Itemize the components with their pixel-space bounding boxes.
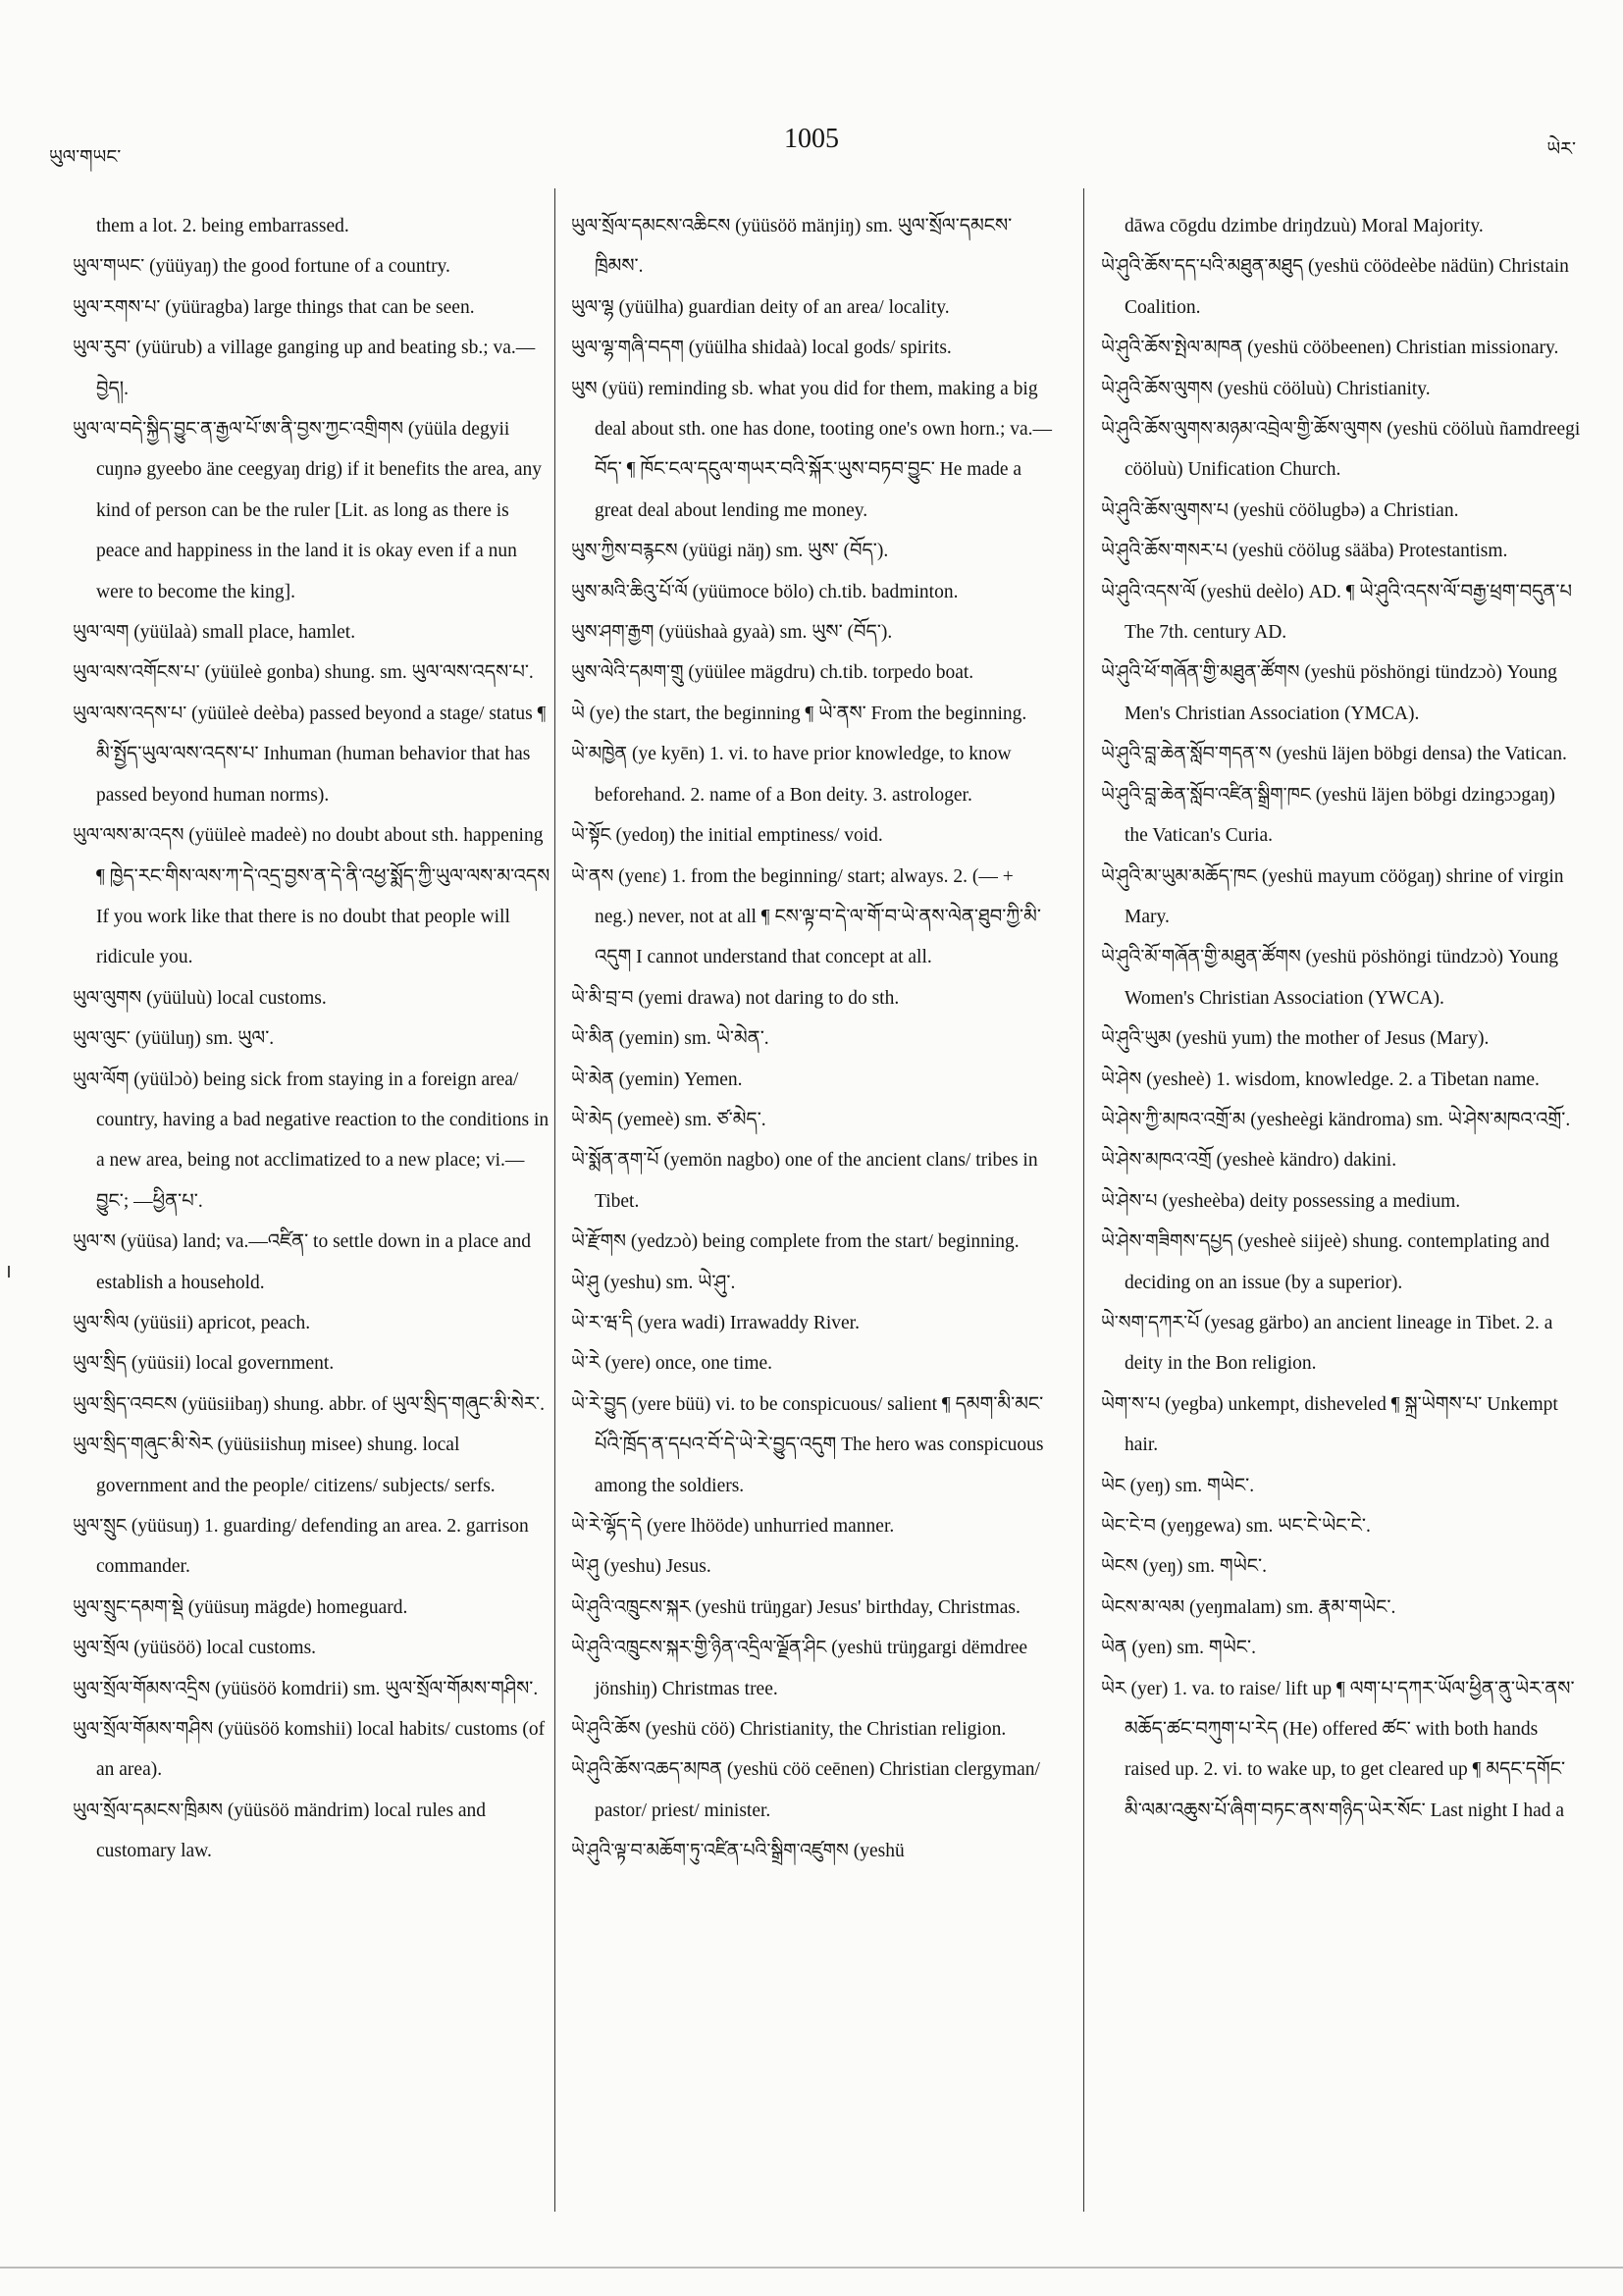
entry-headword: ཡེང: [1101, 1474, 1126, 1496]
dictionary-entry: [571, 1222, 1054, 1262]
entry-definition: (yemeè) sm. ཙ་མེད་.: [616, 1109, 766, 1130]
entry-definition: (yeshü läjen böbgi dzingɔɔgaŋ) the Vatican's Curia.: [1125, 784, 1555, 847]
entry-headword: ཡུལ་ལ་བདེ་སྐྱིད་བྱུང་ན་རྒྱལ་པོ་ཨ་ནི་བྱས་ཀྱང་འགྲིགས: [73, 418, 403, 441]
dictionary-entry: [73, 978, 551, 1018]
entry-headword: ཡེ་ཤུའི་འདས་ལོ: [1101, 580, 1196, 602]
entry-definition: (yüürub) a village ganging up and beating sb.; va.—བྱེད།.: [96, 338, 536, 399]
entry-headword: ཡེ་མཁྱེན: [571, 743, 628, 765]
entry-definition: (yere lhööde) unhurried manner.: [646, 1516, 895, 1537]
entry-definition: (yeshü: [853, 1841, 905, 1862]
dictionary-entry: [73, 815, 551, 978]
entry-definition: (ye) the start, the beginning ¶ ཡེ་ནས་ From the beginning.: [589, 703, 1027, 724]
entry-definition: (yere) once, one time.: [604, 1353, 773, 1375]
dictionary-entry: [1101, 775, 1582, 857]
entry-definition: (yeshü trüŋgargi dëmdree jönshiŋ) Christmas tree.: [595, 1638, 1028, 1699]
entry-headword: ཡེ་ཤུའི་འཁྲུངས་སྐར་གྱི་ཉིན་འདྲིལ་ལྗོན་ཤིང: [571, 1637, 827, 1659]
dictionary-entry: [73, 1018, 551, 1059]
entry-headword: ཡུས་མའི་ཆིའུ་པོ་ལོ: [571, 580, 688, 602]
dictionary-entry: [1101, 246, 1582, 328]
entry-definition: (yeshü pöshöngi tündzɔò) Young Men's Christian Association (YMCA).: [1125, 662, 1557, 724]
dictionary-entry: [1101, 1303, 1582, 1384]
entry-headword: ཡེ་ཤུའི་བླ་ཆེན་སློབ་འཛིན་སྒྲིག་ཁང: [1101, 783, 1311, 806]
entry-headword: ཡུལ་སྲོལ: [73, 1637, 130, 1659]
entry-headword: ཡུས་ལེའི་དམག་གྲུ: [571, 661, 684, 684]
entry-definition: (yera wadi) Irrawaddy River.: [637, 1312, 860, 1333]
entry-headword: ཡེ་མེན: [571, 1068, 614, 1090]
entry-headword: ཡེ་ནས: [571, 864, 614, 887]
dictionary-entry: [73, 1425, 551, 1506]
header-right-guideword: ཡེར་: [1546, 138, 1576, 160]
entry-headword: ཡེ་རེ་བྱུད: [571, 1392, 627, 1415]
dictionary-entry: [73, 1384, 551, 1425]
entry-headword: ཡུལ་སྲུང: [73, 1515, 127, 1537]
dictionary-entry: [1101, 1100, 1582, 1140]
entry-headword: ཡུལ་ལས་འགོངས་པ་: [73, 661, 200, 684]
dictionary-entry: [571, 694, 1054, 734]
dictionary-entry: [73, 1222, 551, 1303]
entry-definition: (yüüluù) local customs.: [146, 987, 327, 1009]
entry-headword: ཡུལ་སྲོལ་གོམས་འདྲིས: [73, 1677, 211, 1699]
margin-mark: [8, 1266, 10, 1278]
entry-headword: ཡེ་སྟོང: [571, 824, 611, 847]
dictionary-entry: [73, 1588, 551, 1628]
entry-definition: (yesheèba) deity possessing a medium.: [1162, 1190, 1461, 1212]
entry-definition: (yedoŋ) the initial emptiness/ void.: [615, 825, 883, 847]
entry-definition: (yedzɔò) being complete from the start/ beginning.: [630, 1231, 1020, 1253]
entry-definition: (yemin) sm. ཡེ་མེན་.: [618, 1028, 769, 1050]
entry-headword: ཡེན: [1101, 1637, 1127, 1659]
entry-definition: (yeshü yum) the mother of Jesus (Mary).: [1176, 1028, 1490, 1050]
dictionary-entry: [1101, 1060, 1582, 1100]
entry-definition: (yeŋ) sm. གཡེང་.: [1142, 1556, 1267, 1578]
dictionary-entry: [1101, 1222, 1582, 1303]
entry-definition: (yesag gärbo) an ancient lineage in Tibet. 2. a deity in the Bon religion.: [1125, 1312, 1553, 1375]
column-divider: [554, 188, 555, 2212]
entry-definition: (yüüsiibaŋ) shung. abbr. of ཡུལ་སྲིད་གཞུང་མི་སེར་.: [182, 1393, 545, 1415]
dictionary-column-2: [571, 206, 1054, 1872]
dictionary-entry: [571, 1343, 1054, 1383]
dictionary-entry: [73, 1791, 551, 1872]
dictionary-entry: [571, 572, 1054, 612]
dictionary-entry: [571, 1100, 1054, 1140]
entry-definition: (yeshü mayum cöögaŋ) shrine of virgin Mary.: [1125, 865, 1564, 927]
entry-definition: (yüülha) guardian deity of an area/ locality.: [618, 296, 950, 318]
dictionary-entry: [571, 1709, 1054, 1749]
dictionary-entry: [1101, 1628, 1582, 1668]
entry-headword: ཡུལ་སྲིད་གཞུང་མི་སེར: [73, 1434, 213, 1456]
entry-headword: ཡེ་སྨོན་ནག་པོ: [571, 1149, 659, 1172]
entry-definition: (yüüleè madeè) no doubt about sth. happening ¶ ཁྱེད་རང་གིས་ལས་ཀ་དེ་འདྲ་བྱས་ན་དེ་ནི་འཕྱ་སྨོད་ཀྱི་ཡུལ་ལས་མ་འདས If you work like that there is no doubt that people will ridicule you.: [96, 825, 550, 968]
entry-definition: (yeshü läjen böbgi densa) the Vatican.: [1276, 744, 1567, 765]
entry-definition: (yüügi näŋ) sm. ཡུས་ (བོད་).: [682, 541, 889, 562]
entry-headword: ཡུལ་ལུགས: [73, 986, 142, 1009]
entry-headword: ཡེ་ཤུའི་ཕོ་གཞོན་གྱི་མཐུན་ཚོགས: [1101, 661, 1300, 684]
entry-definition: (yen) sm. གཡེང་.: [1131, 1638, 1256, 1659]
dictionary-entry: [1101, 1384, 1582, 1466]
entry-definition: (yeshü cöö ceēnen) Christian clergyman/ pastor/ priest/ minister.: [595, 1759, 1040, 1821]
dictionary-entry: [73, 1060, 551, 1223]
dictionary-entry: [571, 612, 1054, 652]
dictionary-entry: [1101, 1140, 1582, 1180]
entry-headword: ཡེ་ར་ཝ་དི: [571, 1311, 633, 1333]
header-left-guideword: ཡུལ་གཡང་: [49, 146, 122, 168]
entry-definition: (yeshü cöölug sääba) Protestantism.: [1231, 541, 1508, 562]
entry-headword: ཡུལ་རུབ་: [73, 337, 131, 359]
entry-definition: (yegba) unkempt, disheveled ¶ སྐྲ་ཡེགས་པ་ Unkempt hair.: [1125, 1393, 1558, 1456]
entry-definition: (yüüsöö mändrim) local rules and customary law.: [96, 1800, 487, 1862]
dictionary-entry: [1101, 857, 1582, 938]
entry-definition: (yeshü trüŋgar) Jesus' birthday, Christmas.: [695, 1596, 1021, 1618]
entry-definition: (yeshü cöölugbə) a Christian.: [1232, 499, 1459, 521]
entry-headword: ཡེ་མིན: [571, 1027, 614, 1050]
entry-headword: ཡུལ་ལུང་: [73, 1027, 131, 1050]
dictionary-entry: [1101, 1669, 1582, 1832]
entry-definition: (yeŋmalam) sm. རྣམ་གཡེང་.: [1188, 1596, 1396, 1618]
entry-definition: (yüü) reminding sb. what you did for them, making a big deal about sth. one has done, tooting one's own horn.; va.—བོད་ ¶ ཁོང་ངལ་དངུལ་གཡར་བའི་སྐོར་ཡུས་བཏབ་བྱུང་ He made a great deal about lending me money.: [595, 378, 1053, 521]
entry-headword: ཡུལ་སྲིད་འབངས: [73, 1392, 178, 1415]
entry-headword: ཡུལ་སྲོལ་གོམས་གཤིས: [73, 1718, 214, 1741]
entry-definition: (yesheè siijeè) shung. contemplating and deciding on an issue (by a superior).: [1125, 1231, 1550, 1293]
dictionary-entry: [1101, 572, 1582, 653]
entry-definition: (yeshü pöshöngi tündzɔò) Young Women's Christian Association (YWCA).: [1125, 947, 1559, 1009]
dictionary-entry: [1101, 328, 1582, 368]
entry-definition: dāwa cōgdu dzimbe driŋdzuù) Moral Majority.: [1125, 216, 1484, 236]
entry-headword: ཡུལ་ས: [73, 1230, 117, 1253]
dictionary-entry: [571, 1831, 1054, 1871]
column-divider: [1083, 188, 1084, 2212]
entry-headword: ཡུལ་སྲོལ་དམངས་འཆིངས: [571, 215, 731, 236]
entry-headword: ཡེ་ཤུ: [571, 1271, 600, 1293]
dictionary-entry: [1101, 734, 1582, 774]
entry-headword: ཡུལ་ལྷ: [571, 295, 614, 318]
entry-definition: (yüülɔò) being sick from staying in a foreign area/ country, having a bad negative reaction to the conditions in a new area, being not acclimatized to a new place; vi.—བྱུང་; —ཕྱིན་པ་.: [96, 1069, 550, 1212]
entry-definition: (yeshü cööluù ñamdreegi cööluù) Unification Church.: [1125, 419, 1581, 481]
entry-headword: ཡེ་མེད: [571, 1108, 613, 1130]
entry-headword: ཡེ་ཤུའི་བླ་ཆེན་སློབ་གདན་ས: [1101, 743, 1272, 765]
entry-headword: ཡེ: [571, 702, 585, 724]
dictionary-entry: [571, 206, 1054, 287]
entry-definition: (yüüla degyii cuŋnə gyeebo äne ceegyaŋ drig) if it benefits the area, any kind of person can be the ruler [Lit. as long as there is peace and happiness in the land it is okay even if a nun were to become the king].: [96, 419, 543, 602]
entry-headword: ཡེ་སག་དཀར་པོ: [1101, 1311, 1200, 1333]
dictionary-entry: [73, 1669, 551, 1709]
dictionary-entry: [1101, 409, 1582, 491]
entry-definition: (yüüsöö komdrii) sm. ཡུལ་སྲོལ་གོམས་གཤིས་.: [215, 1678, 539, 1699]
entry-definition: (yüüsuŋ) 1. guarding/ defending an area. 2. garrison commander.: [96, 1516, 529, 1578]
entry-definition: (yüüsöö komshii) local habits/ customs (of an area).: [96, 1719, 546, 1781]
dictionary-entry: [571, 1018, 1054, 1059]
entry-definition: (yeŋ) sm. གཡེང་.: [1129, 1475, 1255, 1496]
dictionary-entry: [1101, 1466, 1582, 1506]
dictionary-entry: [571, 1628, 1054, 1709]
entry-headword: ཡེ་རེ་ལྷོད་དེ: [571, 1515, 643, 1537]
entry-definition: (yeshü cööbeenen) Christian missionary.: [1247, 338, 1559, 359]
dictionary-entry: [1101, 206, 1582, 246]
dictionary-entry: [571, 369, 1054, 532]
entry-headword: ཡེ་མི་བྲ་བ: [571, 986, 634, 1009]
entry-headword: ཡུལ་སིལ: [73, 1311, 130, 1333]
entry-headword: ཡུལ་ལྷ་གཞི་བདག: [571, 337, 684, 359]
dictionary-entry: [73, 694, 551, 815]
entry-headword: ཡུལ་སྲུང་དམག་སྡེ: [73, 1595, 183, 1618]
entry-definition: (yüülee mägdru) ch.tib. torpedo boat.: [688, 662, 974, 684]
entry-definition: (yesheègi kändroma) sm. ཡེ་ཤེས་མཁའ་འགྲོ་.: [1250, 1109, 1571, 1130]
dictionary-entry: [571, 1506, 1054, 1546]
entry-definition: (yüülha shidaà) local gods/ spirits.: [688, 338, 952, 359]
dictionary-entry: [571, 328, 1054, 368]
entry-headword: ཡེ་ཤུའི་ཆོས་སྤེལ་མཁན: [1101, 337, 1243, 359]
entry-headword: ཡེ་ཤུའི་ཆོས་ལུགས: [1101, 377, 1213, 399]
entry-definition: (yesheè kändro) dakini.: [1216, 1150, 1397, 1172]
dictionary-entry: [1101, 1181, 1582, 1222]
entry-headword: ཡུལ་ལོག: [73, 1068, 130, 1090]
dictionary-entry: [73, 652, 551, 693]
entry-headword: ཡུལ་ལག: [73, 621, 130, 644]
dictionary-entry: [1101, 531, 1582, 571]
entry-definition: (yüüsöö) local customs.: [133, 1638, 317, 1659]
entry-definition: (yeshu) Jesus.: [603, 1556, 711, 1578]
dictionary-entry: [73, 287, 551, 328]
entry-definition: (yenɛ) 1. from the beginning/ start; always. 2. (— + neg.) never, not at all ¶ ངས་ལྟ་བ་དེ་ལ་གོ་བ་ཡེ་ནས་ལེན་ཐུབ་ཀྱི་མི་འདུག I cannot understand that concept at all.: [595, 865, 1041, 968]
entry-headword: ཡེངས་མ་ལམ: [1101, 1595, 1185, 1618]
entry-headword: ཡེ་ཤུའི་ཆོས་ལུགས་པ: [1101, 498, 1229, 521]
entry-definition: (yere büü) vi. to be conspicuous/ salient ¶ དམག་མི་མང་པོའི་ཁྲོད་ན་དཔའ་བོ་དེ་ཡེ་རེ་བྱུད་འདུག The hero was conspicuous among the soldiers.: [595, 1393, 1044, 1496]
entry-headword: ཡེ་ཤུའི་ཡུམ: [1101, 1027, 1172, 1050]
entry-headword: ཡེ་ཤེས་པ: [1101, 1189, 1158, 1212]
entry-definition: (yüüsii) local government.: [131, 1353, 335, 1375]
dictionary-entry: [73, 1343, 551, 1383]
dictionary-entry: [571, 815, 1054, 856]
entry-definition: (yemön nagbo) one of the ancient clans/ tribes in Tibet.: [595, 1150, 1038, 1212]
dictionary-entry: [73, 206, 551, 246]
dictionary-entry: [73, 328, 551, 409]
dictionary-entry: [571, 1263, 1054, 1303]
page-bottom-edge: [0, 2267, 1623, 2269]
dictionary-entry: [1101, 652, 1582, 734]
entry-headword: ཡུལ་གཡང་: [73, 255, 145, 278]
entry-definition: (ye kyēn) 1. vi. to have prior knowledge, to know beforehand. 2. name of a Bon deity. 3. astrologer.: [595, 744, 1012, 806]
entry-definition: (yeshü deèlo) AD. ¶ ཡེ་ཤུའི་འདས་ལོ་བརྒྱ་ཕྲག་བདུན་པ The 7th. century AD.: [1125, 581, 1572, 644]
dictionary-entry: [1101, 369, 1582, 409]
dictionary-entry: [73, 612, 551, 652]
entry-headword: ཡེ་ཤུ: [571, 1555, 600, 1578]
entry-headword: ཡུལ་ལས་མ་འདས: [73, 824, 184, 847]
entry-definition: (yemi drawa) not daring to do sth.: [638, 987, 900, 1009]
dictionary-entry: [73, 1628, 551, 1668]
entry-headword: ཡེ་ཤུའི་འཁྲུངས་སྐར: [571, 1595, 691, 1618]
entry-definition: them a lot. 2. being embarrassed.: [96, 216, 349, 236]
entry-headword: ཡུལ་སྲོལ་དམངས་ཁྲིམས: [73, 1799, 223, 1821]
dictionary-entry: [571, 1140, 1054, 1222]
entry-definition: (yüüsii) apricot, peach.: [133, 1312, 311, 1333]
page-number: 1005: [784, 124, 839, 154]
entry-headword: ཡེ་ཤུའི་ཆོས: [571, 1718, 641, 1741]
dictionary-entry: [73, 409, 551, 612]
entry-definition: (yüüyaŋ) the good fortune of a country.: [149, 256, 450, 278]
dictionary-entry: [1101, 491, 1582, 531]
dictionary-entry: [571, 1546, 1054, 1587]
entry-headword: ཡུལ་ལས་འདས་པ་: [73, 702, 187, 724]
dictionary-column-1: [73, 206, 551, 1872]
dictionary-entry: [571, 1384, 1054, 1506]
entry-definition: (yemin) Yemen.: [618, 1069, 743, 1090]
entry-definition: (yüümoce bölo) ch.tib. badminton.: [692, 581, 959, 602]
dictionary-entry: [73, 1709, 551, 1791]
entry-headword: ཡེ་ཤེས་གཟིགས་དཔྱད: [1101, 1230, 1233, 1253]
entry-definition: (yeshü cöödeèbe nädün) Christain Coalition.: [1125, 256, 1569, 318]
entry-headword: ཡེ་ཤུའི་མ་ཡུམ་མཆོད་ཁང: [1101, 864, 1257, 887]
entry-definition: (yüüshaà gyaà) sm. ཡུས་ (བོད་).: [658, 622, 893, 644]
entry-definition: (yüüluŋ) sm. ཡུལ་.: [134, 1028, 275, 1050]
entry-headword: ཡེ་རེ: [571, 1352, 601, 1375]
entry-definition: (yüüleè gonba) shung. sm. ཡུལ་ལས་འདས་པ་.: [204, 662, 534, 684]
entry-definition: (yüüleè deèba) passed beyond a stage/ status ¶ མི་སྤྱོད་ཡུལ་ལས་འདས་པ་ Inhuman (human behavior that has passed beyond human norms).: [96, 703, 547, 806]
dictionary-entry: [571, 857, 1054, 978]
entry-headword: ཡེང་ངེ་བ: [1101, 1515, 1156, 1537]
entry-headword: ཡེངས: [1101, 1555, 1138, 1578]
dictionary-entry: [571, 287, 1054, 328]
entry-headword: ཡེ་ཤུའི་ཆོས་ལུགས་མཉམ་འབྲེལ་གྱི་ཆོས་ལུགས: [1101, 418, 1383, 441]
entry-headword: ཡེ་ཤེས: [1101, 1068, 1142, 1090]
entry-definition: (yeshü cööluù) Christianity.: [1217, 378, 1431, 399]
dictionary-entry: [571, 1303, 1054, 1343]
entry-headword: ཡེ་ཤེས་མཁའ་འགྲོ: [1101, 1149, 1212, 1172]
dictionary-entry: [1101, 1588, 1582, 1628]
entry-definition: (yeŋgewa) sm. ཡང་ངེ་ཡེང་ངེ་.: [1160, 1516, 1371, 1537]
dictionary-entry: [73, 1506, 551, 1588]
entry-headword: ཡུས: [571, 377, 598, 399]
entry-headword: ཡེ་ཤུའི་ཆོས་གསར་པ: [1101, 540, 1228, 562]
dictionary-entry: [1101, 1018, 1582, 1059]
dictionary-entry: [571, 1749, 1054, 1831]
dictionary-entry: [571, 1588, 1054, 1628]
entry-definition: (yeshu) sm. ཡེ་ཤུ་.: [603, 1272, 736, 1293]
entry-headword: ཡེ་ཤུའི་ཆོས་འཆད་མཁན: [571, 1758, 722, 1781]
dictionary-entry: [571, 652, 1054, 693]
entry-headword: ཡུས་ཀྱིས་བརྙངས: [571, 540, 678, 562]
entry-headword: ཡུལ་སྲིད: [73, 1352, 128, 1375]
entry-definition: (yüüragba) large things that can be seen.: [165, 296, 475, 318]
entry-headword: ཡུལ་རགས་པ་: [73, 295, 161, 318]
dictionary-entry: [1101, 937, 1582, 1018]
dictionary-entry: [571, 978, 1054, 1018]
entry-headword: ཡུས་ཤག་རྒྱག: [571, 621, 654, 644]
entry-definition: (yesheè) 1. wisdom, knowledge. 2. a Tibetan name.: [1146, 1069, 1540, 1090]
entry-definition: (yüüsöö mänjiŋ) sm. ཡུལ་སྲོལ་དམངས་ཁྲིམས་.: [595, 216, 1013, 278]
entry-headword: ཡེར: [1101, 1677, 1126, 1699]
entry-definition: (yüüsa) land; va.—འཛིན་ to settle down in a place and establish a household.: [96, 1231, 532, 1293]
dictionary-entry: [73, 246, 551, 287]
entry-headword: ཡེ་ཤུའི་མོ་གཞོན་གྱི་མཐུན་ཚོགས: [1101, 946, 1301, 968]
entry-definition: (yüüsuŋ mägde) homeguard.: [187, 1596, 408, 1618]
entry-definition: (yeshü cöö) Christianity, the Christian religion.: [645, 1719, 1007, 1741]
dictionary-entry: [571, 1060, 1054, 1100]
dictionary-entry: [571, 531, 1054, 571]
entry-headword: ཡེ་ཤེས་ཀྱི་མཁའ་འགྲོ་མ: [1101, 1108, 1246, 1130]
dictionary-entry: [73, 1303, 551, 1343]
entry-definition: (yer) 1. va. to raise/ lift up ¶ ལག་པ་དཀར་ཡོལ་ཕྱིན་ནུ་ཡེར་ནས་མཆོད་ཚང་བཀུག་པ་རེད (He) offered ཚང་ with both hands raised up. 2. vi. to wake up, to get cleared up ¶ མདང་དགོང་མི་ལམ་འཆུས་པོ་ཞིག་བཏང་ནས་གཉིད་ཡེར་སོང་ Last night I had a: [1125, 1678, 1575, 1821]
entry-headword: ཡེག་ས་པ: [1101, 1392, 1161, 1415]
dictionary-entry: [571, 734, 1054, 815]
entry-definition: (yüüsiishuŋ misee) shung. local government and the people/ citizens/ subjects/ serfs.: [96, 1435, 496, 1496]
entry-definition: (yüülaà) small place, hamlet.: [133, 622, 356, 644]
entry-headword: ཡེ་ཤུའི་ལྟ་བ་མཆོག་ཏུ་འཛིན་པའི་སྒྲིག་འཛུགས: [571, 1840, 849, 1862]
dictionary-column-3: [1101, 206, 1582, 1831]
dictionary-entry: [1101, 1546, 1582, 1587]
entry-headword: ཡེ་ཤུའི་ཆོས་དད་པའི་མཐུན་མཐུད: [1101, 255, 1304, 278]
page-header: [0, 116, 1623, 175]
dictionary-entry: [1101, 1506, 1582, 1546]
entry-headword: ཡེ་རྫོགས: [571, 1230, 626, 1253]
